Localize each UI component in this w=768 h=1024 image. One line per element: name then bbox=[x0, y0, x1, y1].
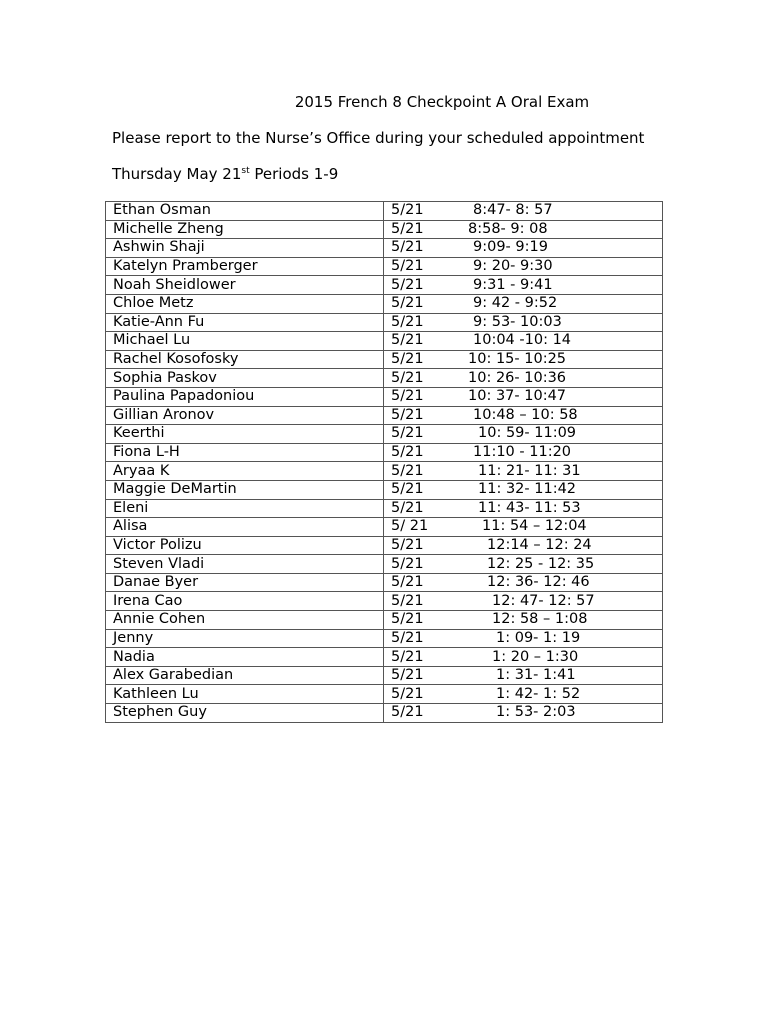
student-name-cell: Katelyn Pramberger bbox=[106, 257, 384, 276]
student-name-cell: Ethan Osman bbox=[106, 202, 384, 221]
student-name-cell: Fiona L-H bbox=[106, 443, 384, 462]
table-row bbox=[106, 257, 663, 276]
appointment-slot-cell bbox=[384, 462, 663, 481]
appointment-time: 1: 42- 1: 52 bbox=[496, 685, 581, 702]
appointment-date: 5/ 21 bbox=[391, 518, 429, 535]
appointment-slot-cell bbox=[384, 629, 663, 648]
table-row bbox=[106, 425, 663, 444]
appointment-slot-cell bbox=[384, 555, 663, 574]
schedule-table-body bbox=[106, 202, 663, 723]
student-name-cell: Rachel Kosofosky bbox=[106, 350, 384, 369]
student-name-cell: Aryaa K bbox=[106, 462, 384, 481]
appointment-slot-cell bbox=[384, 499, 663, 518]
appointment-time: 12: 25 - 12: 35 bbox=[487, 555, 595, 572]
appointment-slot-cell bbox=[384, 648, 663, 667]
appointment-time: 1: 31- 1:41 bbox=[496, 667, 576, 684]
appointment-date: 5/21 bbox=[391, 462, 424, 479]
appointment-date: 5/21 bbox=[391, 592, 424, 609]
appointment-date: 5/21 bbox=[391, 611, 424, 628]
table-row bbox=[106, 443, 663, 462]
student-name-cell: Alisa bbox=[106, 518, 384, 537]
appointment-slot-cell bbox=[384, 239, 663, 258]
appointment-time: 11: 32- 11:42 bbox=[478, 481, 577, 498]
appointment-date: 5/21 bbox=[391, 704, 424, 721]
appointment-slot-cell bbox=[384, 425, 663, 444]
appointment-slot-cell bbox=[384, 369, 663, 388]
appointment-date: 5/21 bbox=[391, 313, 424, 330]
student-name-cell: Victor Polizu bbox=[106, 536, 384, 555]
appointment-slot-cell bbox=[384, 350, 663, 369]
table-row bbox=[106, 239, 663, 258]
appointment-date: 5/21 bbox=[391, 369, 424, 386]
student-name-cell: Michelle Zheng bbox=[106, 220, 384, 239]
appointment-time: 11: 43- 11: 53 bbox=[478, 499, 581, 516]
appointment-slot-cell bbox=[384, 387, 663, 406]
appointment-time: 11: 21- 11: 31 bbox=[478, 462, 581, 479]
appointment-date: 5/21 bbox=[391, 202, 424, 219]
appointment-slot-cell bbox=[384, 480, 663, 499]
appointment-date: 5/21 bbox=[391, 481, 424, 498]
appointment-slot-cell bbox=[384, 704, 663, 723]
appointment-time: 9:31 - 9:41 bbox=[473, 276, 553, 293]
appointment-time: 10: 26- 10:36 bbox=[468, 369, 567, 386]
schedule-table bbox=[105, 201, 663, 723]
dateline-prefix: Thursday May 21 bbox=[112, 165, 242, 183]
table-row bbox=[106, 406, 663, 425]
appointment-date: 5/21 bbox=[391, 667, 424, 684]
student-name-cell: Paulina Papadoniou bbox=[106, 387, 384, 406]
table-row bbox=[106, 332, 663, 351]
appointment-slot-cell bbox=[384, 573, 663, 592]
appointment-slot-cell bbox=[384, 611, 663, 630]
appointment-date: 5/21 bbox=[391, 499, 424, 516]
student-name-cell: Kathleen Lu bbox=[106, 685, 384, 704]
student-name-cell: Alex Garabedian bbox=[106, 666, 384, 685]
table-row bbox=[106, 592, 663, 611]
appointment-slot-cell bbox=[384, 685, 663, 704]
student-name-cell: Danae Byer bbox=[106, 573, 384, 592]
appointment-date: 5/21 bbox=[391, 685, 424, 702]
appointment-slot-cell bbox=[384, 592, 663, 611]
table-row bbox=[106, 518, 663, 537]
table-row bbox=[106, 369, 663, 388]
student-name-cell: Annie Cohen bbox=[106, 611, 384, 630]
appointment-date: 5/21 bbox=[391, 536, 424, 553]
student-name-cell: Irena Cao bbox=[106, 592, 384, 611]
table-row bbox=[106, 202, 663, 221]
appointment-time: 11:10 - 11:20 bbox=[473, 444, 572, 461]
appointment-slot-cell bbox=[384, 202, 663, 221]
student-name-cell: Noah Sheidlower bbox=[106, 276, 384, 295]
table-row bbox=[106, 499, 663, 518]
student-name-cell: Keerthi bbox=[106, 425, 384, 444]
student-name-cell: Katie-Ann Fu bbox=[106, 313, 384, 332]
table-row bbox=[106, 387, 663, 406]
appointment-date: 5/21 bbox=[391, 648, 424, 665]
appointment-date: 5/21 bbox=[391, 258, 424, 275]
appointment-date: 5/21 bbox=[391, 351, 424, 368]
appointment-date: 5/21 bbox=[391, 388, 424, 405]
appointment-time: 12: 58 – 1:08 bbox=[492, 611, 588, 628]
instructions-text: Please report to the Nurse’s Office during your scheduled appointment bbox=[112, 129, 645, 147]
table-row bbox=[106, 276, 663, 295]
appointment-date: 5/21 bbox=[391, 295, 424, 312]
student-name-cell: Steven Vladi bbox=[106, 555, 384, 574]
appointment-time: 10: 59- 11:09 bbox=[478, 425, 577, 442]
table-row bbox=[106, 573, 663, 592]
appointment-time: 1: 09- 1: 19 bbox=[496, 629, 581, 646]
table-row bbox=[106, 294, 663, 313]
appointment-date: 5/21 bbox=[391, 220, 424, 237]
appointment-time: 10: 15- 10:25 bbox=[468, 351, 567, 368]
appointment-time: 1: 53- 2:03 bbox=[496, 704, 576, 721]
document-title-wrapper bbox=[0, 92, 768, 112]
appointment-slot-cell bbox=[384, 276, 663, 295]
table-row bbox=[106, 629, 663, 648]
appointment-time: 12:14 – 12: 24 bbox=[487, 536, 592, 553]
appointment-time: 10: 37- 10:47 bbox=[468, 388, 567, 405]
table-row bbox=[106, 313, 663, 332]
table-row bbox=[106, 220, 663, 239]
appointment-slot-cell bbox=[384, 518, 663, 537]
appointment-slot-cell bbox=[384, 666, 663, 685]
appointment-slot-cell bbox=[384, 294, 663, 313]
appointment-slot-cell bbox=[384, 220, 663, 239]
student-name-cell: Chloe Metz bbox=[106, 294, 384, 313]
table-row bbox=[106, 555, 663, 574]
appointment-time: 9: 53- 10:03 bbox=[473, 313, 562, 330]
appointment-slot-cell bbox=[384, 332, 663, 351]
table-row bbox=[106, 648, 663, 667]
table-row bbox=[106, 536, 663, 555]
appointment-slot-cell bbox=[384, 257, 663, 276]
appointment-time: 8:47- 8: 57 bbox=[473, 202, 553, 219]
appointment-date: 5/21 bbox=[391, 555, 424, 572]
table-row bbox=[106, 685, 663, 704]
appointment-date: 5/21 bbox=[391, 406, 424, 423]
student-name-cell: Sophia Paskov bbox=[106, 369, 384, 388]
appointment-slot-cell bbox=[384, 443, 663, 462]
student-name-cell: Michael Lu bbox=[106, 332, 384, 351]
appointment-date: 5/21 bbox=[391, 425, 424, 442]
student-name-cell: Nadia bbox=[106, 648, 384, 667]
appointment-date: 5/21 bbox=[391, 239, 424, 256]
appointment-time: 12: 47- 12: 57 bbox=[492, 592, 595, 609]
table-row bbox=[106, 350, 663, 369]
student-name-cell: Maggie DeMartin bbox=[106, 480, 384, 499]
table-row bbox=[106, 611, 663, 630]
appointment-time: 9:09- 9:19 bbox=[473, 239, 548, 256]
appointment-time: 1: 20 – 1:30 bbox=[492, 648, 579, 665]
appointment-date: 5/21 bbox=[391, 276, 424, 293]
appointment-time: 10:48 – 10: 58 bbox=[473, 406, 578, 423]
appointment-time: 10:04 -10: 14 bbox=[473, 332, 572, 349]
appointment-date: 5/21 bbox=[391, 574, 424, 591]
dateline-superscript: st bbox=[241, 166, 250, 176]
student-name-cell: Gillian Aronov bbox=[106, 406, 384, 425]
student-name-cell: Jenny bbox=[106, 629, 384, 648]
student-name-cell: Stephen Guy bbox=[106, 704, 384, 723]
appointment-time: 12: 36- 12: 46 bbox=[487, 574, 590, 591]
appointment-date: 5/21 bbox=[391, 332, 424, 349]
document-title: 2015 French 8 Checkpoint A Oral Exam bbox=[294, 93, 590, 111]
dateline-suffix: Periods 1-9 bbox=[249, 165, 339, 183]
student-name-cell: Eleni bbox=[106, 499, 384, 518]
appointment-slot-cell bbox=[384, 313, 663, 332]
exam-dateline bbox=[112, 164, 338, 184]
appointment-time: 9: 20- 9:30 bbox=[473, 258, 553, 275]
student-name-cell: Ashwin Shaji bbox=[106, 239, 384, 258]
appointment-slot-cell bbox=[384, 536, 663, 555]
table-row bbox=[106, 480, 663, 499]
appointment-date: 5/21 bbox=[391, 444, 424, 461]
appointment-slot-cell bbox=[384, 406, 663, 425]
appointment-time: 8:58- 9: 08 bbox=[468, 220, 548, 237]
table-row bbox=[106, 462, 663, 481]
appointment-time: 11: 54 – 12:04 bbox=[482, 518, 587, 535]
table-row bbox=[106, 666, 663, 685]
appointment-time: 9: 42 - 9:52 bbox=[473, 295, 558, 312]
table-row bbox=[106, 704, 663, 723]
appointment-date: 5/21 bbox=[391, 629, 424, 646]
